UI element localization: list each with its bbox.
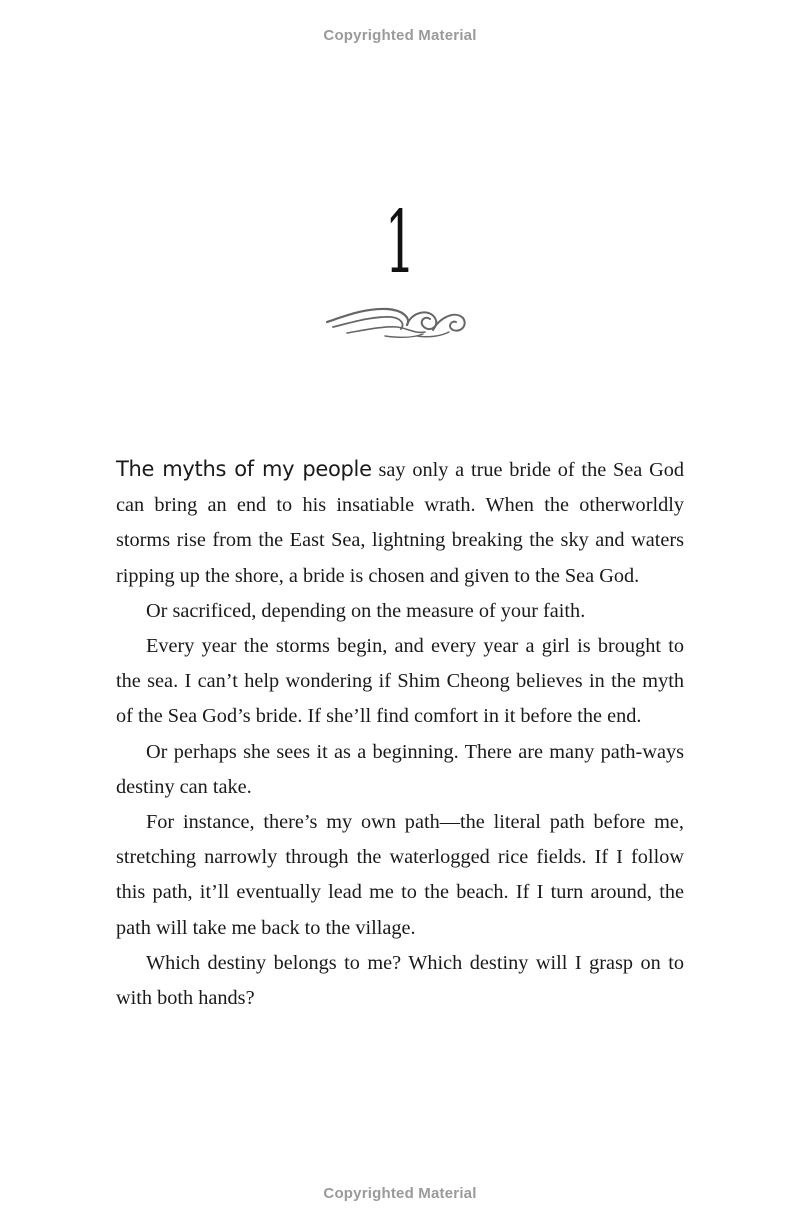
watermark-top: Copyrighted Material (323, 27, 477, 44)
paragraph-2: Or sacrificed, depending on the measure of your faith. (146, 599, 586, 622)
paragraph-6: Which destiny belongs to me? Which destiny will I grasp on to with both hands? (116, 951, 684, 1010)
paragraph-3: Every year the storms begin, and every year a girl is brought to the sea. I can’t help wondering if Shim Cheong believes in the myth of the Sea God’s bride. If she’ll find comfort in it before the end. (116, 635, 684, 728)
watermark-bottom: Copyrighted Material (323, 1185, 477, 1202)
paragraph-4: Or perhaps she sees it as a beginning. There are many path-ways destiny can take. (116, 740, 684, 798)
lead-in-text: The myths of my people (116, 457, 372, 481)
paragraph-5: For instance, there’s my own path—the literal path before me, stretching narrowly through the waterlogged rice fields. If I follow this path, it’ll eventually lead me to the beach. If I turn around, the path will take me back to the village. (116, 811, 684, 939)
chapter-body (116, 452, 684, 1016)
wave-flourish-icon (325, 300, 467, 342)
chapter-number: 1 (384, 193, 416, 293)
paragraph-1 (116, 452, 684, 594)
paragraph-1-text: say only a true bride of the Sea God can bring an end to his insatiable wrath. When the otherworldly storms rise from the East Sea, lightning breaking the sky and waters ripping up the shore, a bride is chosen and given to the Sea God. (116, 459, 684, 587)
